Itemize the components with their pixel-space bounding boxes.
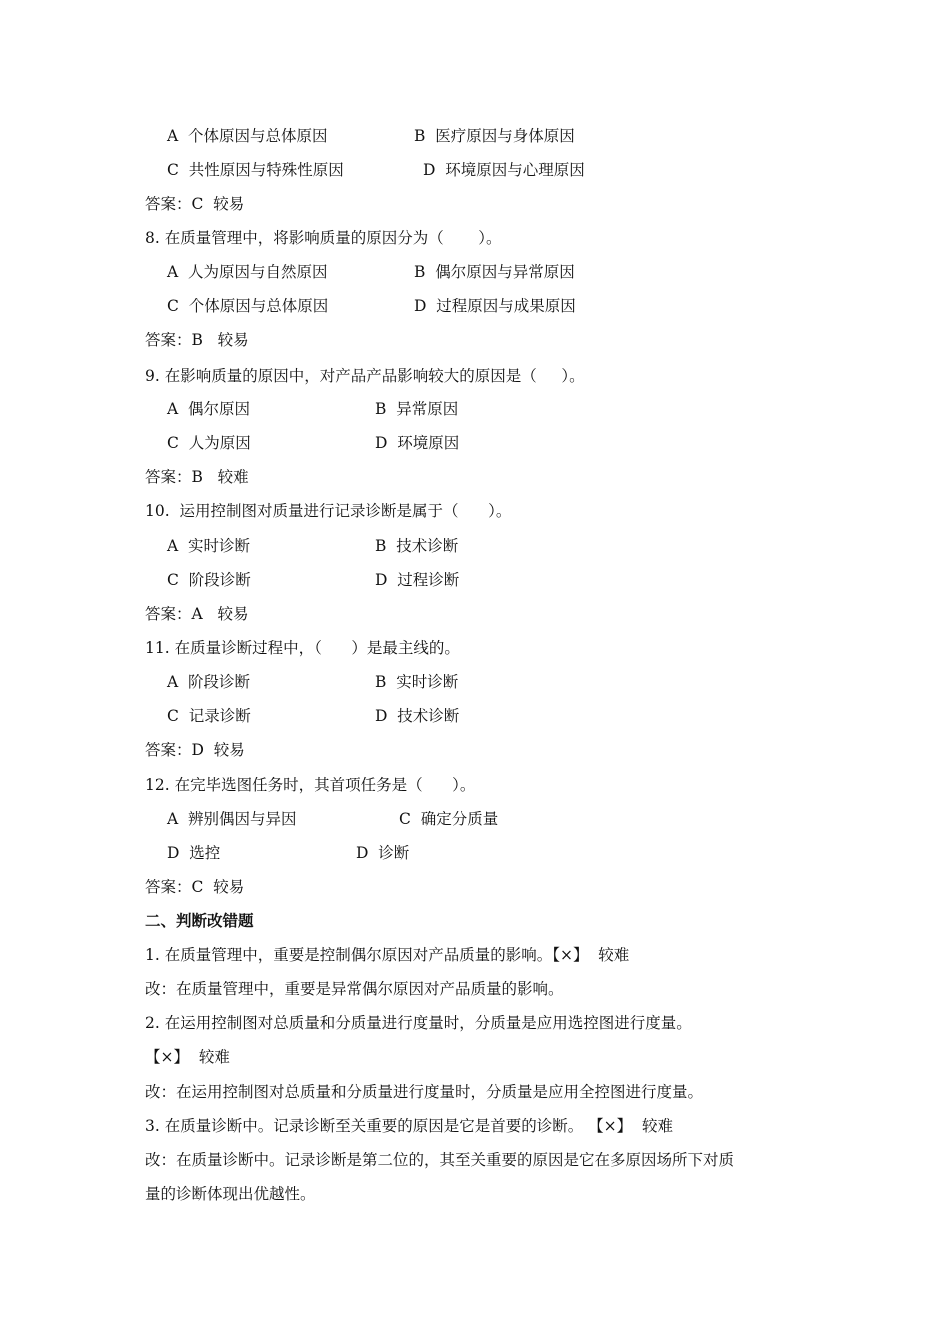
q7-option-a: A 个体原因与总体原因 (167, 127, 328, 145)
q8-option-d: D 过程原因与成果原因 (414, 297, 576, 315)
tf3-correction: 改：在质量诊断中。记录诊断是第二位的，其至关重要的原因是它在多原因场所下对质 (145, 1151, 735, 1169)
q10-option-d: D 过程诊断 (375, 571, 460, 589)
q9-option-c: C 人为原因 (167, 434, 251, 452)
q10-option-b: B 技术诊断 (375, 537, 459, 555)
q12-answer: 答案：C 较易 (145, 878, 245, 896)
q9-answer: 答案：B 较难 (145, 468, 249, 486)
q11-option-a: A 阶段诊断 (167, 673, 251, 691)
q11-option-d: D 技术诊断 (375, 707, 460, 725)
section-heading: 二、判断改错题 (145, 911, 254, 930)
q10-question: 10. 运用控制图对质量进行记录诊断是属于（ ）。 (145, 502, 512, 520)
q8-option-a: A 人为原因与自然原因 (167, 263, 328, 281)
q9-option-b: B 异常原因 (375, 400, 459, 418)
tf3-correction-cont: 量的诊断体现出优越性。 (145, 1185, 316, 1203)
q12-option-d1: D 选控 (167, 844, 221, 862)
q8-option-b: B 偶尔原因与异常原因 (414, 263, 575, 281)
q11-option-c: C 记录诊断 (167, 707, 251, 725)
q10-answer: 答案：A 较易 (145, 605, 249, 623)
q9-option-d: D 环境原因 (375, 434, 460, 452)
q12-option-d2: D 诊断 (356, 844, 410, 862)
q7-option-d: D 环境原因与心理原因 (423, 161, 585, 179)
q11-answer: 答案：D 较易 (145, 741, 245, 759)
q7-answer: 答案：C 较易 (145, 195, 245, 213)
q8-answer: 答案：B 较易 (145, 331, 249, 349)
q12-question: 12. 在完毕选图任务时，其首项任务是（ ）。 (145, 776, 476, 794)
q10-option-c: C 阶段诊断 (167, 571, 251, 589)
tf2-correction: 改：在运用控制图对总质量和分质量进行度量时，分质量是应用全控图进行度量。 (145, 1083, 704, 1101)
q11-question: 11. 在质量诊断过程中，（ ）是最主线的。 (145, 639, 460, 657)
tf1-statement: 1. 在质量管理中，重要是控制偶尔原因对产品质量的影响。【×】 较难 (145, 946, 630, 964)
q10-option-a: A 实时诊断 (167, 537, 251, 555)
q7-option-b: B 医疗原因与身体原因 (414, 127, 575, 145)
q9-option-a: A 偶尔原因 (167, 400, 251, 418)
q12-option-a: A 辨别偶因与异因 (167, 810, 297, 828)
q11-option-b: B 实时诊断 (375, 673, 459, 691)
tf2-mark: 【×】 较难 (145, 1048, 230, 1066)
q9-question: 9. 在影响质量的原因中，对产品产品影响较大的原因是（ ）。 (145, 367, 585, 385)
q12-option-c: C 确定分质量 (399, 810, 499, 828)
tf2-statement: 2. 在运用控制图对总质量和分质量进行度量时，分质量是应用选控图进行度量。 (145, 1014, 692, 1032)
q8-question: 8. 在质量管理中，将影响质量的原因分为（ ）。 (145, 229, 502, 247)
tf3-statement: 3. 在质量诊断中。记录诊断至关重要的原因是它是首要的诊断。 【×】 较难 (145, 1117, 673, 1135)
q7-option-c: C 共性原因与特殊性原因 (167, 161, 344, 179)
q8-option-c: C 个体原因与总体原因 (167, 297, 329, 315)
tf1-correction: 改：在质量管理中，重要是异常偶尔原因对产品质量的影响。 (145, 980, 564, 998)
